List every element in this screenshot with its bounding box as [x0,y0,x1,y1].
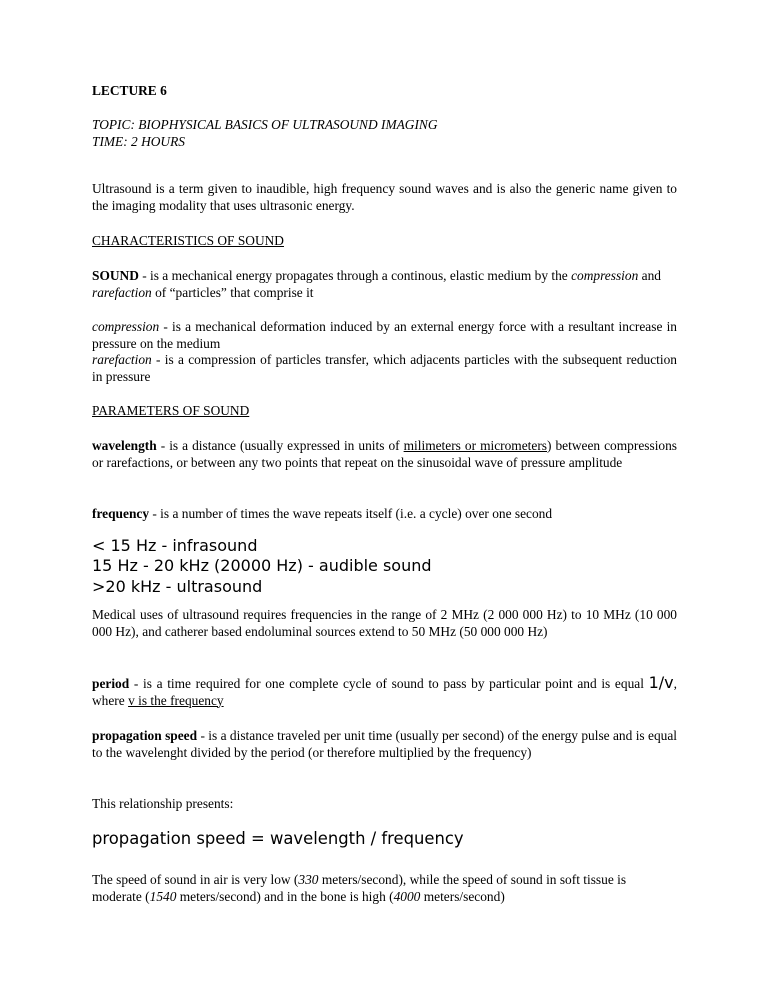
range-audible: 15 Hz - 20 kHz (20000 Hz) - audible sound [92,556,432,576]
speed-text-c: meters/second) and in the bone is high ( [176,888,394,904]
propagation-formula: propagation speed = wavelength / frequency [92,829,464,848]
period-formula: 1/v [648,673,674,692]
speed-air: 330 [298,872,319,887]
sound-term: SOUND [92,268,139,283]
range-infrasound: < 15 Hz - infrasound [92,536,258,555]
period-term: period [92,676,130,691]
sound-em-compression: compression [571,268,639,283]
speed-of-sound-paragraph [92,872,677,905]
propagation-term: propagation speed [92,728,198,743]
rarefaction-definition [92,352,677,385]
intro-paragraph: Ultrasound is a term given to inaudible, high frequency sound waves and is also the generic name given to the imaging modality that uses ultrasonic energy. [92,181,677,213]
heading-characteristics: CHARACTERISTICS OF SOUND [92,233,284,248]
speed-text-d: meters/second) [420,888,505,904]
propagation-speed-definition [92,728,677,761]
frequency-definition [92,506,677,523]
frequency-term: frequency [92,506,150,521]
range-ultrasound: >20 kHz - ultrasound [92,576,263,596]
compression-text: - is a mechanical deformation induced by an external energy force with a resultant increase in pressure on the medium [92,319,677,351]
wavelength-text-a: - is a distance (usually expressed in units of [156,438,404,453]
frequency-ranges [92,536,677,597]
compression-rarefaction-block [92,319,677,385]
wavelength-definition [92,438,677,471]
topic-block [92,117,677,150]
rarefaction-term: rarefaction [92,352,152,368]
speed-text-b: meters/second), while the speed of sound in soft tissue is moderate ( [92,872,627,904]
speed-text-a: The speed of sound in air is very low ( [92,872,299,887]
sound-em-rarefaction: rarefaction [92,284,152,300]
rarefaction-text: - is a compression of particles transfer, which adjacents particles with the subsequent reduction in pressure [92,352,677,384]
period-text-a: - is a time required for one complete cycle of sound to pass by particular point and is equal [129,676,649,691]
sound-text-a: - is a mechanical energy propagates through a continous, elastic medium by the [138,268,572,283]
sound-text-c: of “particles” that comprise it [151,284,314,300]
wavelength-units: milimeters or micrometers [403,438,548,453]
frequency-text: - is a number of times the wave repeats itself (i.e. a cycle) over one second [149,506,553,521]
time-line: TIME: 2 HOURS [92,133,185,149]
compression-definition [92,319,677,352]
wavelength-text-b: ) between compressions or rarefactions, or between any two points that repeat on the sinusoidal wave of pressure amplitude [92,438,678,470]
period-text-b: , where [92,676,677,708]
sound-text-b: and [638,268,661,283]
speed-soft-tissue: 1540 [149,888,177,904]
topic-line: TOPIC: BIOPHYSICAL BASICS OF ULTRASOUND IMAGING [92,117,438,132]
speed-bone: 4000 [393,888,421,904]
sound-definition [92,268,677,301]
compression-term: compression [92,319,160,334]
relationship-intro: This relationship presents: [92,796,234,811]
medical-uses-paragraph: Medical uses of ultrasound requires frequencies in the range of 2 MHz (2 000 000 Hz) to 10 MHz (10 000 000 Hz), and catherer based endoluminal sources extend to 50 MHz (50 000 000 Hz) [92,607,677,639]
period-frequency-note: v is the frequency [128,692,224,708]
lecture-title: LECTURE 6 [92,83,167,98]
wavelength-term: wavelength [92,438,157,453]
propagation-text: - is a distance traveled per unit time (usually per second) of the energy pulse and is equal to the wavelenght divided by the period (or therefore multiplied by the frequency) [92,728,677,760]
period-definition [92,675,677,709]
heading-parameters: PARAMETERS OF SOUND [92,403,250,418]
